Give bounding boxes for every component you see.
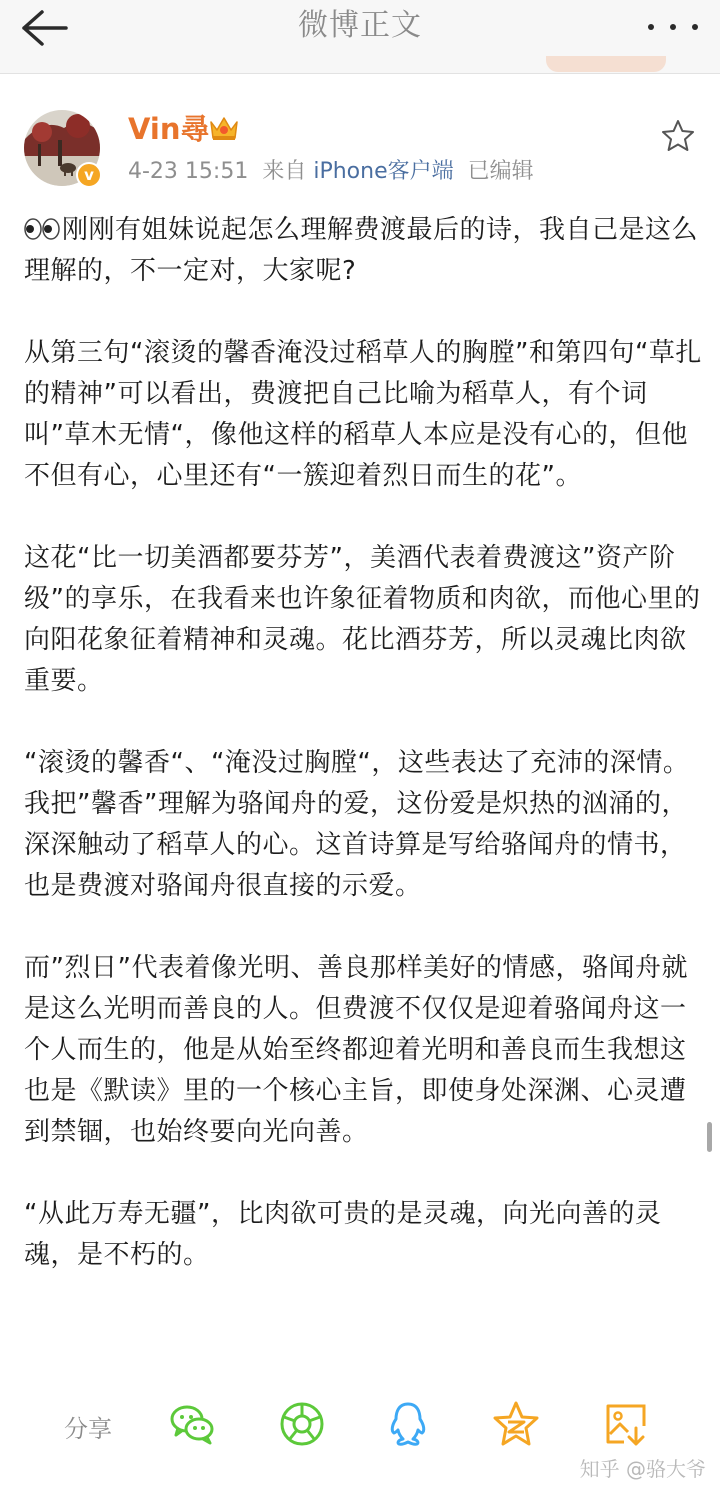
share-moments-button[interactable] — [278, 1400, 326, 1448]
more-dots-icon — [648, 24, 654, 30]
more-options-button[interactable] — [646, 12, 700, 42]
post-meta — [128, 156, 534, 188]
post-date: 4-23 15:51 — [128, 159, 249, 184]
moments-icon — [278, 1400, 326, 1448]
paragraph: 而”烈日”代表着像光明、善良那样美好的情感，骆闻舟就是这么光明而善良的人。但费渡不仅仅是迎着骆闻舟这一个人而生的，他是从始至终都迎着光明和善良而生我想这也是《默读》里的一个核心主旨，即使身处深渊、心灵遭到禁锢，也始终要向光向善。 — [24, 953, 688, 1147]
page-title: 微博正文 — [298, 8, 422, 43]
favorite-button[interactable] — [660, 118, 696, 154]
paragraph: 从第三句“滚烫的馨香淹没过稻草人的胸膛”和第四句“草扎的精神”可以看出，费渡把自己比喻为稻草人，有个词叫”草木无情“，像他这样的稻草人本应是没有心的，但他不但有心，心里还有“一簇迎着烈日而生的花”。 — [24, 338, 702, 491]
top-navbar — [0, 0, 720, 56]
share-label: 分享 — [64, 1415, 112, 1443]
scrollbar-thumb[interactable] — [707, 1122, 712, 1152]
share-qzone-button[interactable] — [492, 1400, 540, 1448]
eyes-emoji-icon — [24, 217, 60, 241]
qzone-icon — [492, 1400, 540, 1448]
username[interactable]: Vin尋 — [128, 112, 210, 146]
wechat-icon — [168, 1400, 216, 1448]
save-image-button[interactable] — [602, 1400, 650, 1448]
paragraph: 这花“比一切美酒都要芬芳”，美酒代表着费渡这”资产阶级”的享乐，在我看来也许象征着物质和肉欲，而他心里的向阳花象征着精神和灵魂。花比酒芬芳，所以灵魂比肉欲重要。 — [24, 543, 701, 696]
decorative-banner — [546, 56, 666, 72]
verified-badge: v — [76, 162, 102, 188]
share-wechat-button[interactable] — [168, 1400, 216, 1448]
paragraph: “滚烫的馨香“、“淹没过胸膛“，这些表达了充沛的深情。我把”馨香”理解为骆闻舟的爱，这份爱是炽热的汹涌的，深深触动了稻草人的心。这首诗算是写给骆闻舟的情书，也是费渡对骆闻舟很直接的示爱。 — [24, 748, 690, 901]
save-image-icon — [602, 1400, 650, 1448]
paragraph-text: 刚刚有姐妹说起怎么理解费渡最后的诗，我自己是这么理解的，不一定对，大家呢? — [24, 215, 699, 286]
paragraph: “从此万寿无疆”，比肉欲可贵的是灵魂，向光向善的灵魂，是不朽的。 — [24, 1199, 662, 1270]
source-prefix: 来自 — [262, 159, 307, 184]
share-qq-button[interactable] — [384, 1400, 432, 1448]
watermark: 知乎 @骆大爷 — [579, 1457, 706, 1481]
crown-icon — [208, 114, 240, 142]
edited-label: 已编辑 — [467, 159, 534, 184]
qq-icon — [384, 1400, 432, 1448]
star-icon — [660, 118, 696, 154]
paragraph — [24, 210, 704, 292]
post-body — [24, 210, 704, 1317]
source-client-link[interactable]: iPhone客户端 — [313, 159, 454, 184]
nav-divider — [0, 56, 720, 74]
